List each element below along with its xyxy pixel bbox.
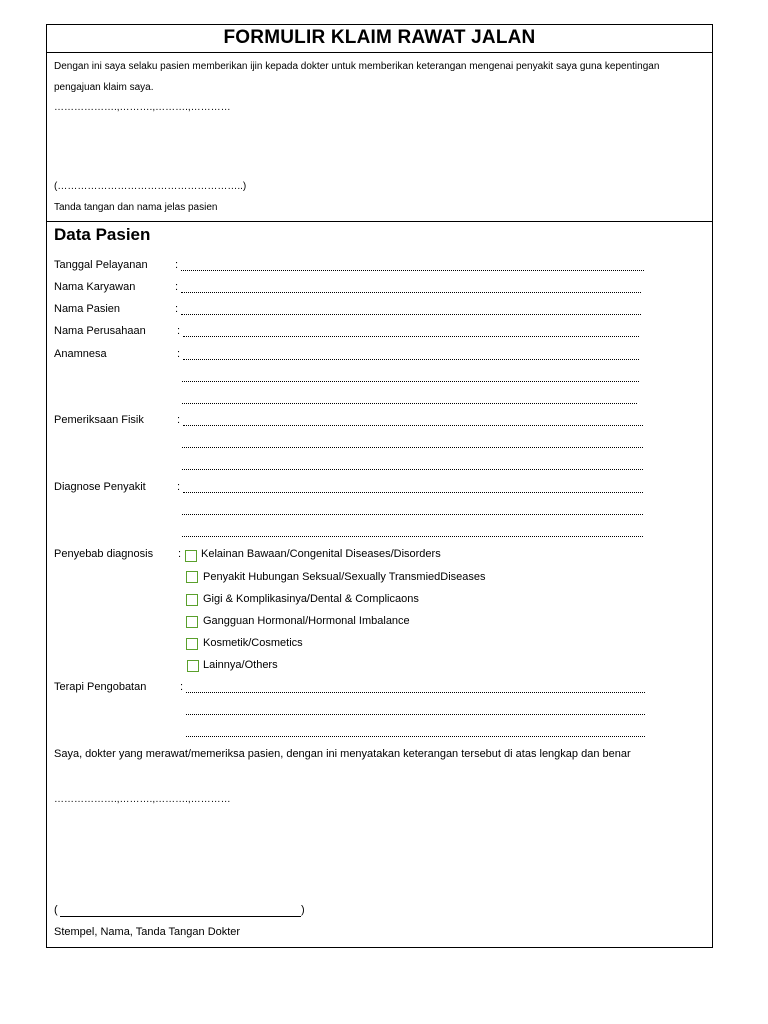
pemeriksaan-fisik-field-line-2[interactable] [182,447,643,448]
anamnesa-field-line-3[interactable] [182,403,637,404]
label-nama-pasien: Nama Pasien [54,303,121,315]
nama-perusahaan-field[interactable] [183,336,639,337]
doctor-signature-open-paren: ( [54,904,58,916]
checkbox-congenital[interactable] [185,550,197,562]
diagnose-penyakit-field-line-3[interactable] [182,536,643,537]
terapi-pengobatan-field-line-3[interactable] [186,736,645,737]
colon: : [177,348,181,360]
colon: : [177,414,181,426]
cause-option-others: Lainnya/Others [203,659,278,671]
section-heading-data-pasien: Data Pasien [54,225,151,244]
label-terapi-pengobatan: Terapi Pengobatan [54,681,147,693]
label-diagnose-penyakit: Diagnose Penyakit [54,481,146,493]
label-penyebab-diagnosis: Penyebab diagnosis [54,548,154,560]
checkbox-sexually-transmitted[interactable] [186,571,198,583]
patient-signature-caption: Tanda tangan dan nama jelas pasien [54,202,218,213]
nama-karyawan-field[interactable] [181,292,641,293]
colon: : [175,303,179,315]
label-nama-perusahaan: Nama Perusahaan [54,325,146,337]
doctor-signature-field[interactable] [60,916,301,917]
checkbox-others[interactable] [187,660,199,672]
colon: : [175,281,179,293]
cause-option-sexually-transmitted: Penyakit Hubungan Seksual/Sexually TransmiedDiseases [203,571,486,583]
label-nama-karyawan: Nama Karyawan [54,281,136,293]
checkbox-hormonal[interactable] [186,616,198,628]
colon: : [177,481,181,493]
pemeriksaan-fisik-field-line-3[interactable] [182,469,643,470]
label-anamnesa: Anamnesa [54,348,107,360]
anamnesa-field-line-1[interactable] [183,359,639,360]
patient-consent-section [47,52,712,222]
terapi-pengobatan-field-line-1[interactable] [186,692,645,693]
label-tanggal-pelayanan: Tanggal Pelayanan [54,259,148,271]
anamnesa-field-line-2[interactable] [182,381,639,382]
pemeriksaan-fisik-field-line-1[interactable] [183,425,643,426]
cause-option-congenital: Kelainan Bawaan/Congenital Diseases/Disorders [201,548,441,560]
consent-text-line-2: pengajuan klaim saya. [54,82,154,93]
doctor-place-date-field[interactable]: ……………….,……….,……….,………… [54,794,231,805]
claim-form-sheet [46,24,713,948]
patient-place-date-field[interactable]: ……………….,……….,……….,………… [54,102,231,113]
cause-option-hormonal: Gangguan Hormonal/Hormonal Imbalance [203,615,410,627]
form-title: FORMULIR KLAIM RAWAT JALAN [47,25,712,53]
tanggal-pelayanan-field[interactable] [181,270,644,271]
nama-pasien-field[interactable] [181,314,641,315]
colon: : [178,548,182,560]
colon: : [175,259,179,271]
label-pemeriksaan-fisik: Pemeriksaan Fisik [54,414,144,426]
cause-option-cosmetics: Kosmetik/Cosmetics [203,637,303,649]
doctor-signature-close-paren: ) [301,904,305,916]
cause-option-dental: Gigi & Komplikasinya/Dental & Complicaons [203,593,419,605]
patient-signature-field[interactable]: (………………………………………………..) [54,181,247,192]
terapi-pengobatan-field-line-2[interactable] [186,714,645,715]
colon: : [177,325,181,337]
doctor-statement: Saya, dokter yang merawat/memeriksa pasien, dengan ini menyatakan keterangan tersebut di atas lengkap dan benar [54,748,631,760]
diagnose-penyakit-field-line-2[interactable] [182,514,643,515]
checkbox-dental[interactable] [186,594,198,606]
consent-text-line-1: Dengan ini saya selaku pasien memberikan ijin kepada dokter untuk memberikan keterangan mengenai penyakit saya guna kepentingan [54,61,660,72]
diagnose-penyakit-field-line-1[interactable] [183,492,643,493]
checkbox-cosmetics[interactable] [186,638,198,650]
colon: : [180,681,184,693]
doctor-signature-caption: Stempel, Nama, Tanda Tangan Dokter [54,926,241,938]
